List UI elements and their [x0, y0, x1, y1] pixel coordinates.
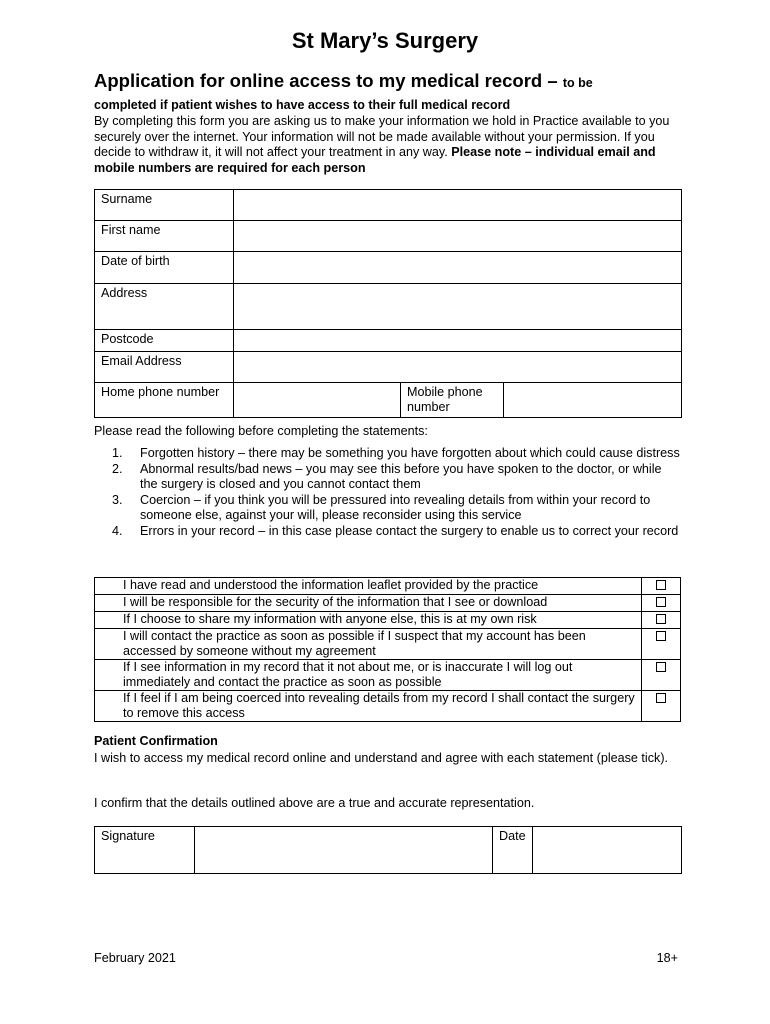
checkbox-icon[interactable]: [656, 662, 666, 672]
email-label: Email Address: [95, 352, 234, 383]
table-row: [95, 660, 681, 691]
confirmation-line-2: I confirm that the details outlined above are a true and accurate representation.: [94, 796, 535, 810]
list-number: 1.: [112, 446, 123, 460]
table-row: [95, 691, 681, 722]
first-name-label: First name: [95, 221, 234, 252]
postcode-label: Postcode: [95, 330, 234, 352]
checkbox-icon[interactable]: [656, 614, 666, 624]
checkbox-icon[interactable]: [656, 693, 666, 703]
title-main: Application for online access to my medical record –: [94, 70, 563, 91]
home-phone-field[interactable]: [234, 383, 401, 418]
checkbox-icon[interactable]: [656, 580, 666, 590]
read-note: Please read the following before completing the statements:: [94, 424, 428, 438]
surname-field[interactable]: [234, 190, 682, 221]
statement-checkbox[interactable]: [642, 660, 681, 691]
list-number: 3.: [112, 492, 123, 507]
statement-text: I will be responsible for the security of the information that I see or download: [95, 595, 642, 612]
statement-text: I have read and understood the information leaflet provided by the practice: [95, 578, 642, 595]
postcode-field[interactable]: [234, 330, 682, 352]
intro-paragraph: [94, 114, 684, 176]
patient-details-table: [94, 189, 682, 418]
footer-date: February 2021: [94, 951, 176, 965]
address-field[interactable]: [234, 284, 682, 330]
list-number: 2.: [112, 461, 123, 476]
dob-label: Date of birth: [95, 252, 234, 284]
home-phone-label: Home phone number: [95, 383, 234, 418]
dob-field[interactable]: [234, 252, 682, 284]
mobile-phone-field[interactable]: [504, 383, 682, 418]
checkbox-icon[interactable]: [656, 597, 666, 607]
signature-label: Signature: [95, 827, 195, 874]
table-row: [95, 629, 681, 660]
statement-text: I will contact the practice as soon as possible if I suspect that my account has been accessed by someone without my agreement: [95, 629, 642, 660]
list-text: Coercion – if you think you will be pressured into revealing details from within your record to someone else, against your will, please reconsider using this service: [140, 492, 651, 522]
list-text: Abnormal results/bad news – you may see this before you have spoken to the doctor, or while the surgery is closed and you cannot contact them: [140, 461, 662, 491]
email-field[interactable]: [234, 352, 682, 383]
intro-note: Please note – individual email and mobile numbers are required for each person: [94, 145, 656, 175]
mobile-phone-label: Mobile phone number: [401, 383, 504, 418]
surgery-name: St Mary’s Surgery: [291, 28, 479, 53]
confirmation-line-1: I wish to access my medical record online and understand and agree with each statement (please tick).: [94, 751, 669, 765]
title-tail: to be: [562, 76, 593, 90]
statement-text: If I feel if I am being coerced into revealing details from my record I shall contact the surgery to remove this access: [95, 691, 642, 722]
signature-table: [94, 826, 682, 874]
statement-checkbox[interactable]: [642, 629, 681, 660]
list-text: Errors in your record – in this case please contact the surgery to enable us to correct your record: [140, 523, 679, 538]
list-item: [112, 493, 682, 524]
intro-text: By completing this form you are asking us to make your information we hold in Practice available to you securely over the internet. Your information will not be made available without your permission. If you decide to withdraw it, it will not affect your treatment in any way.: [94, 114, 670, 159]
list-number: 4.: [112, 523, 123, 538]
title-line2: completed if patient wishes to have access to their full medical record: [94, 98, 511, 112]
form-title: [94, 70, 694, 116]
statement-checkbox[interactable]: [642, 612, 681, 629]
list-item: [112, 446, 682, 462]
statement-checkbox[interactable]: [642, 578, 681, 595]
table-row: [95, 578, 681, 595]
table-row: [95, 612, 681, 629]
list-text: Forgotten history – there may be something you have forgotten about which could cause distress: [140, 446, 680, 460]
surname-label: Surname: [95, 190, 234, 221]
list-item: [112, 524, 682, 540]
list-item: [112, 462, 682, 493]
statements-table: [94, 577, 681, 722]
address-label: Address: [95, 284, 234, 330]
signature-field[interactable]: [195, 827, 493, 874]
date-label: Date: [493, 827, 533, 874]
statement-text: If I choose to share my information with anyone else, this is at my own risk: [95, 612, 642, 629]
date-field[interactable]: [532, 827, 681, 874]
statement-checkbox[interactable]: [642, 691, 681, 722]
checkbox-icon[interactable]: [656, 631, 666, 641]
confirmation-heading: Patient Confirmation: [94, 734, 218, 748]
statement-checkbox[interactable]: [642, 595, 681, 612]
risk-list: [112, 446, 682, 539]
first-name-field[interactable]: [234, 221, 682, 252]
statement-text: If I see information in my record that it not about me, or is inaccurate I will log out immediately and contact the practice as soon as possible: [95, 660, 642, 691]
footer-age-label: 18+: [656, 951, 678, 965]
table-row: [95, 595, 681, 612]
